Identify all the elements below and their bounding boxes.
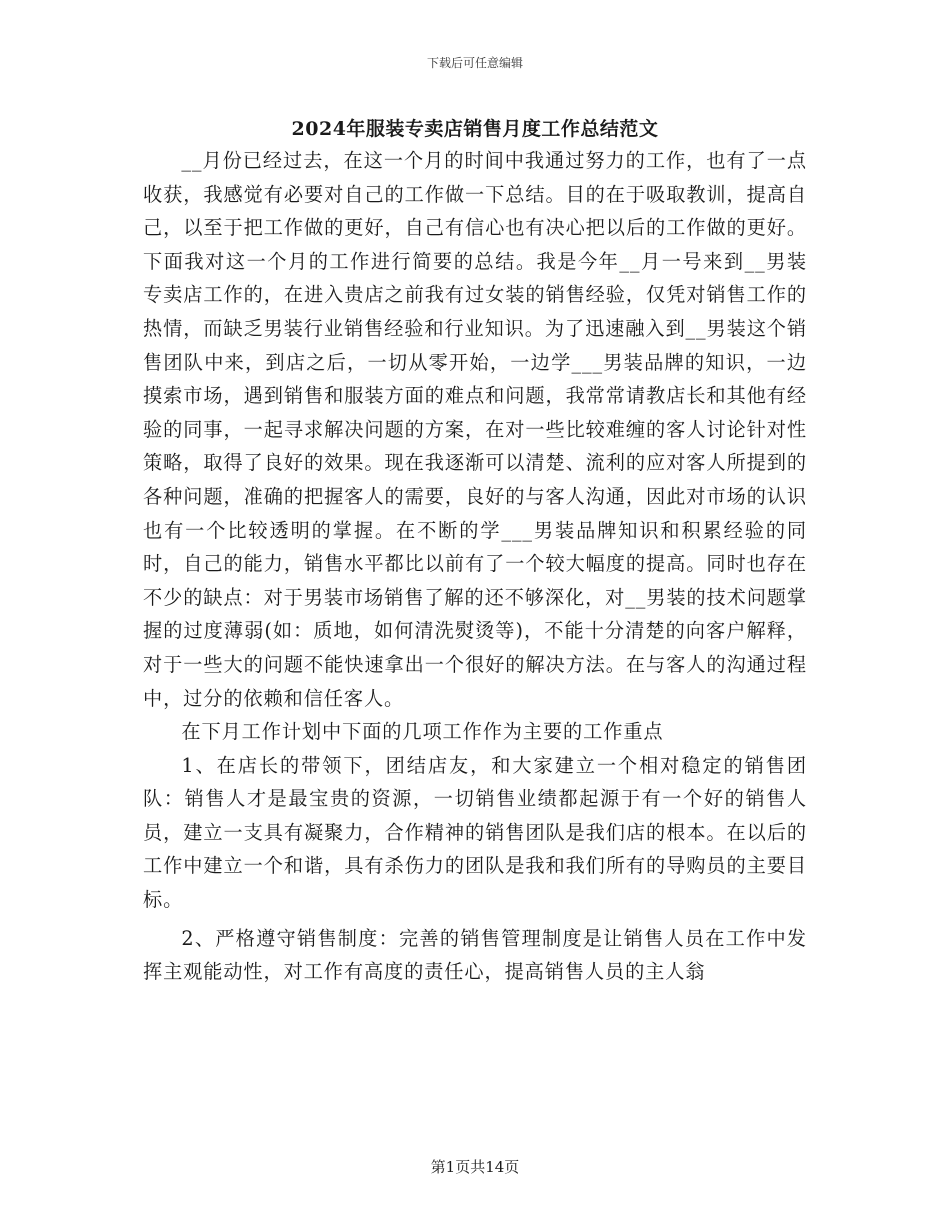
paragraph-summary: __月份已经过去，在这一个月的时间中我通过努力的工作，也有了一点收获，我感觉有必要对自己的工作做一下总结。目的在于吸取教训，提高自己，以至于把工作做的更好，自己有信心也有决心把以后的工作做的更好。下面我对这一个月的工作进行简要的总结。我是今年__月一号来到__男装专卖店工作的，在进入贵店之前我有过女装的销售经验，仅凭对销售工作的热情，而缺乏男装行业销售经验和行业知识。为了迅速融入到__男装这个销售团队中来，到店之后，一切从零开始，一边学___男装品牌的知识，一边摸索市场，遇到销售和服装方面的难点和问题，我常常请教店长和其他有经验的同事，一起寻求解决问题的方案，在对一些比较难缠的客人讨论针对性策略，取得了良好的效果。现在我逐渐可以清楚、流利的应对客人所提到的各种问题，准确的把握客人的需要，良好的与客人沟通，因此对市场的认识也有一个比较透明的掌握。在不断的学___男装品牌知识和积累经验的同时，自己的能力，销售水平都比以前有了一个较大幅度的提高。同时也存在不少的缺点：对于男装市场销售了解的还不够深化，对__男装的技术问题掌握的过度薄弱(如：质地，如何清洗熨烫等)，不能十分清楚的向客户解释，对于一些大的问题不能快速拿出一个很好的解决方法。在与客人的沟通过程中，过分的依赖和信任客人。 (143, 149, 807, 710)
document-title: 2024年服装专卖店销售月度工作总结范文 (291, 118, 659, 140)
paragraph-plan-item-1: 1、在店长的带领下，团结店友，和大家建立一个相对稳定的销售团队：销售人才是最宝贵的资源，一切销售业绩都起源于有一个好的销售人员，建立一支具有凝聚力，合作精神的销售团队是我们店的根本。在以后的工作中建立一个和谐，具有杀伤力的团队是我和我们所有的导购员的主要目标。 (143, 753, 807, 912)
paragraph-plan-intro: 在下月工作计划中下面的几项工作作为主要的工作重点 (181, 720, 664, 744)
paragraph-plan-item-2: 2、严格遵守销售制度：完善的销售管理制度是让销售人员在工作中发挥主观能动性，对工作有高度的责任心，提高销售人员的主人翁 (143, 926, 807, 984)
document-body (143, 144, 807, 989)
page-indicator: 第1页共14页 (430, 1158, 520, 1176)
header-note: 下载后可任意编辑 (426, 56, 523, 70)
